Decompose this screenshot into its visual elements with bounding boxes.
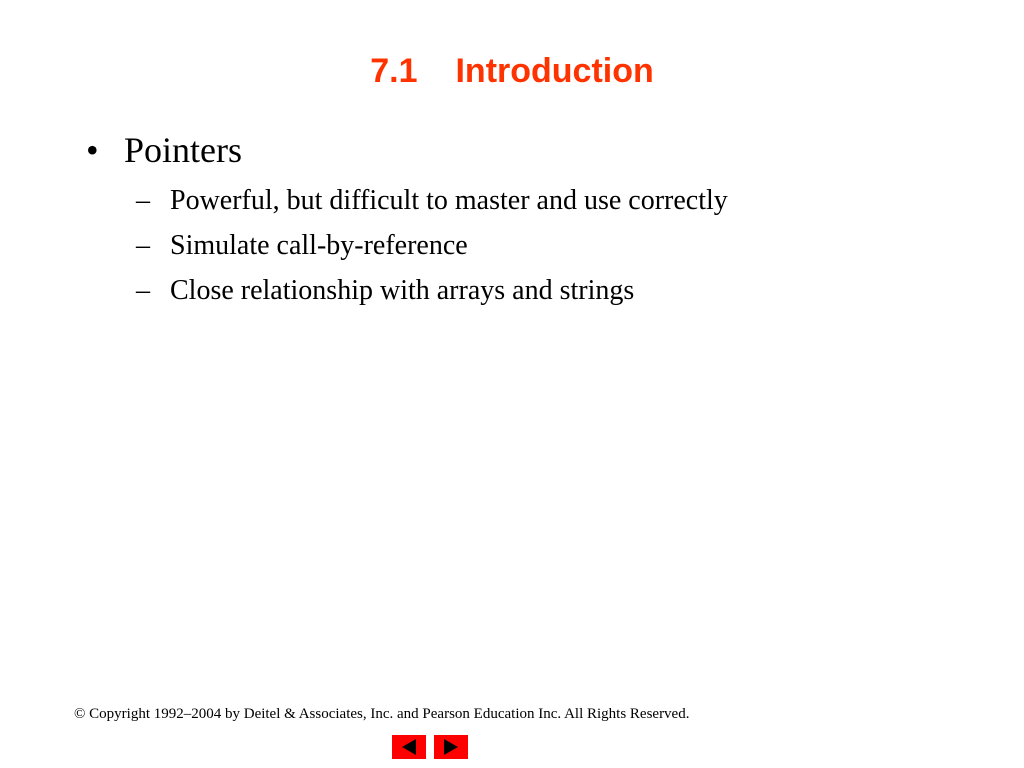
triangle-left-icon xyxy=(392,735,426,759)
sub-bullet-item xyxy=(136,223,728,268)
sub-bullet-item xyxy=(136,178,728,223)
sub-bullet-text: Powerful, but difficult to master and use correctly xyxy=(170,185,728,216)
title-text: Introduction xyxy=(455,52,654,90)
sub-bullet-marker: – xyxy=(136,185,150,216)
bullet-marker: • xyxy=(86,130,99,170)
sub-bullet-marker: – xyxy=(136,275,150,306)
sub-bullet-list xyxy=(136,178,728,313)
triangle-right-icon xyxy=(434,735,468,759)
sub-bullet-item xyxy=(136,268,728,313)
copyright-footer: © Copyright 1992–2004 by Deitel & Associates, Inc. and Pearson Education Inc. All Rights Reserved. xyxy=(74,706,690,722)
sub-bullet-text: Close relationship with arrays and strings xyxy=(170,275,635,306)
title-number: 7.1 xyxy=(370,52,418,90)
sub-bullet-marker: – xyxy=(136,230,150,261)
slide-navigation xyxy=(392,735,468,759)
bullet-list xyxy=(86,128,728,313)
bullet-item xyxy=(86,128,728,172)
sub-bullet-text: Simulate call-by-reference xyxy=(170,230,468,261)
next-slide-button[interactable] xyxy=(434,735,468,759)
slide-title xyxy=(0,52,1024,91)
bullet-text: Pointers xyxy=(124,130,243,170)
previous-slide-button[interactable] xyxy=(392,735,426,759)
